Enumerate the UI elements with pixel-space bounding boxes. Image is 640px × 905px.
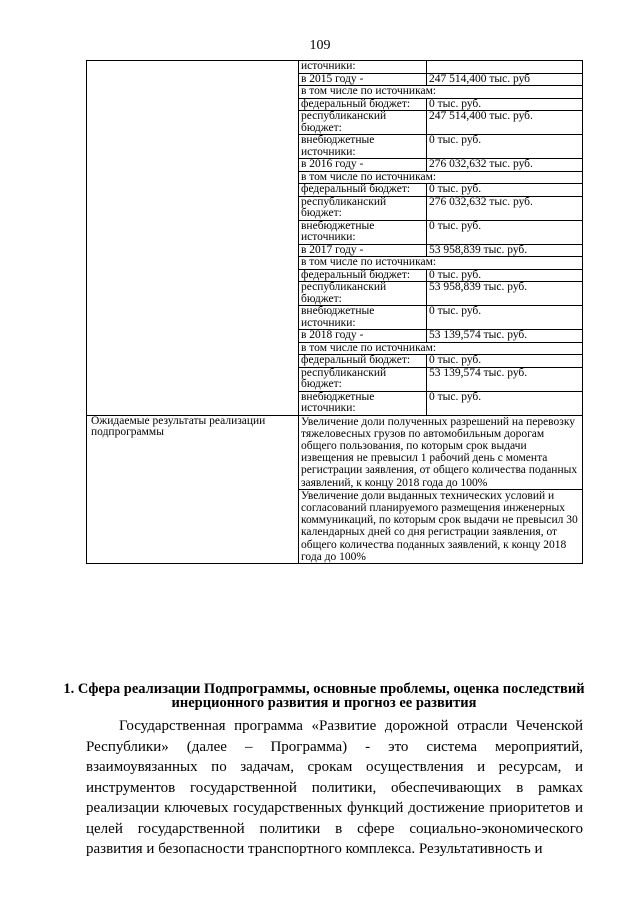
funding-label: федеральный бюджет: [299,98,427,111]
funding-label: республиканский бюджет: [299,282,427,306]
funding-subheader: в том числе по источникам: [299,86,583,99]
section-title: 1. Сфера реализации Подпрограммы, основные проблемы, оценка последствий инерционного развития и прогноз ее развития [63,681,585,711]
funding-value [427,61,583,74]
funding-label: источники: [299,61,427,74]
results-label: Ожидаемые результаты реализации подпрограммы [87,415,299,563]
funding-value: 53 139,574 тыс. руб. [427,330,583,343]
funding-value: 53 139,574 тыс. руб. [427,367,583,391]
results-row [87,415,583,489]
funding-subheader: в том числе по источникам: [299,257,583,270]
funding-value: 0 тыс. руб. [427,220,583,244]
funding-value: 0 тыс. руб. [427,98,583,111]
funding-value: 276 032,632 тыс. руб. [427,159,583,172]
funding-value: 53 958,839 тыс. руб. [427,244,583,257]
left-empty-cell [87,61,299,416]
funding-label: республиканский бюджет: [299,196,427,220]
funding-label: внебюджетные источники: [299,306,427,330]
expected-result: Увеличение доли выданных технических условий и согласований планируемого размещения инженерных коммуникаций, по которым срок выдачи не превысил 30 календарных дней со дня регистрации заявления, от общего количества поданных заявлений, к концу 2018 года до 100% [299,489,583,563]
page-number: 109 [309,38,331,53]
funding-table [86,60,583,564]
funding-label: федеральный бюджет: [299,184,427,197]
funding-label: внебюджетные источники: [299,135,427,159]
funding-label: федеральный бюджет: [299,355,427,368]
funding-value: 0 тыс. руб. [427,184,583,197]
funding-label: в 2016 году - [299,159,427,172]
funding-value: 276 032,632 тыс. руб. [427,196,583,220]
funding-subheader: в том числе по источникам: [299,342,583,355]
funding-label: республиканский бюджет: [299,367,427,391]
funding-label: республиканский бюджет: [299,111,427,135]
funding-label: в 2017 году - [299,244,427,257]
funding-value: 0 тыс. руб. [427,269,583,282]
funding-value: 247 514,400 тыс. руб. [427,111,583,135]
funding-value: 0 тыс. руб. [427,306,583,330]
expected-result: Увеличение доли полученных разрешений на перевозку тяжеловесных грузов по автомобильным дорогам общего пользования, по которым срок выдачи извещения не превысил 1 рабочий день с момента регистрации заявления, от общего количества поданных заявлений, к концу 2018 года до 100% [299,415,583,489]
funding-label: внебюджетные источники: [299,220,427,244]
body-paragraph: Государственная программа «Развитие дорожной отрасли Чеченской Республики» (далее – Программа) - это система мероприятий, взаимоувязанных по задачам, срокам осуществления и ресурсам, и инструментов государственной политики, обеспечивающих в рамках реализации ключевых государственных функций достижение приоритетов и целей государственной политики в сфере социально-экономического развития и безопасности транспортного комплекса. Результативность и [86,718,583,857]
funding-value: 0 тыс. руб. [427,355,583,368]
funding-label: в 2018 году - [299,330,427,343]
funding-subheader: в том числе по источникам: [299,171,583,184]
funding-value: 0 тыс. руб. [427,391,583,415]
funding-label: внебюджетные источники: [299,391,427,415]
funding-value: 0 тыс. руб. [427,135,583,159]
funding-value: 53 958,839 тыс. руб. [427,282,583,306]
funding-label: федеральный бюджет: [299,269,427,282]
funding-label: в 2015 году - [299,73,427,86]
funding-value: 247 514,400 тыс. руб [427,73,583,86]
funding-row [87,61,583,74]
